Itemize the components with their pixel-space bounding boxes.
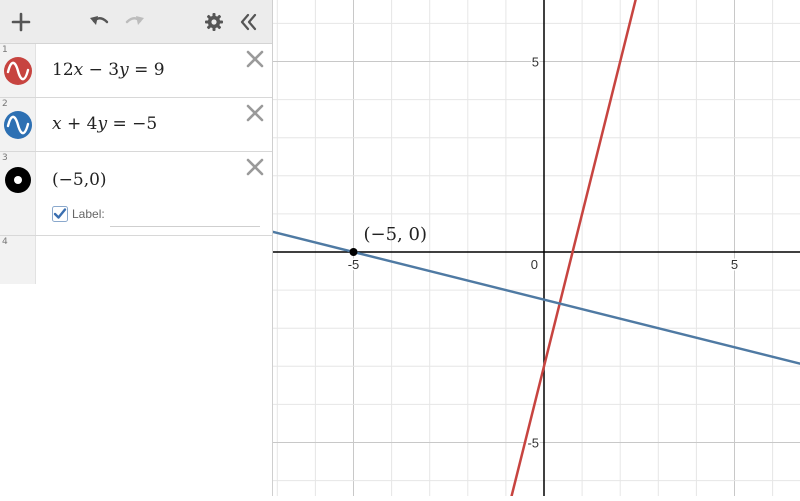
delete-icon[interactable]: [246, 50, 264, 68]
undo-button[interactable]: [84, 0, 114, 44]
expression-row-2[interactable]: [0, 98, 272, 152]
wave-icon[interactable]: [3, 56, 33, 86]
axes: [273, 0, 800, 496]
point-icon[interactable]: [4, 166, 32, 194]
row-gutter: [0, 236, 36, 284]
double-chevron-left-icon: [239, 12, 259, 32]
redo-button[interactable]: [120, 0, 150, 44]
x-tick-label: 0: [530, 257, 538, 272]
row-number: 3: [2, 153, 8, 163]
delete-icon[interactable]: [246, 158, 264, 176]
expression-3-math[interactable]: (−5,0): [52, 170, 107, 190]
coef: 4: [86, 114, 98, 134]
undo-icon: [88, 13, 110, 31]
row-number: 2: [2, 99, 8, 109]
row-gutter: [0, 98, 36, 151]
operator: −: [88, 60, 103, 80]
row-number: 1: [2, 45, 8, 55]
label-input[interactable]: [110, 226, 260, 227]
graph-svg[interactable]: [273, 0, 800, 496]
grid: [273, 0, 800, 496]
line-x+4y-neg5[interactable]: [273, 223, 800, 375]
rhs: 9: [153, 60, 165, 80]
var: x: [52, 114, 62, 134]
point-label: (−5, 0): [363, 224, 427, 245]
coef: 12: [52, 60, 74, 80]
expression-toolbar: [0, 0, 272, 44]
equals: =: [112, 114, 127, 134]
graph-canvas[interactable]: [273, 0, 800, 496]
equals: =: [134, 60, 149, 80]
add-item-button[interactable]: [6, 0, 36, 44]
operator: +: [67, 114, 82, 134]
x-tick-label: -5: [347, 257, 360, 272]
point-marker[interactable]: [350, 248, 358, 256]
y-tick-label: 5: [531, 54, 539, 70]
rhs: −5: [132, 114, 158, 134]
expression-1-math[interactable]: [52, 60, 165, 80]
x-tick-label: 5: [730, 257, 739, 272]
coef: 3: [108, 60, 120, 80]
expression-row-4[interactable]: [0, 236, 272, 284]
row-gutter: [0, 44, 36, 97]
y-tick-label: -5: [527, 435, 539, 451]
var: x: [73, 60, 84, 80]
expression-panel: [0, 0, 273, 496]
expression-2-math[interactable]: [52, 114, 157, 134]
settings-button[interactable]: [199, 0, 229, 44]
delete-icon[interactable]: [246, 104, 264, 122]
expression-row-1[interactable]: [0, 44, 272, 98]
plot-lines: [273, 0, 800, 496]
row-number: 4: [2, 237, 8, 247]
collapse-panel-button[interactable]: [234, 0, 264, 44]
plus-icon: [11, 12, 31, 32]
label-checkbox-text: Label:: [72, 207, 105, 221]
wave-icon[interactable]: [3, 110, 33, 140]
label-checkbox[interactable]: [52, 206, 68, 222]
var: y: [97, 114, 108, 134]
redo-icon: [124, 13, 146, 31]
expression-row-3[interactable]: [0, 152, 272, 236]
var: y: [119, 60, 129, 80]
gear-icon: [204, 12, 224, 32]
row-gutter: [0, 152, 36, 235]
